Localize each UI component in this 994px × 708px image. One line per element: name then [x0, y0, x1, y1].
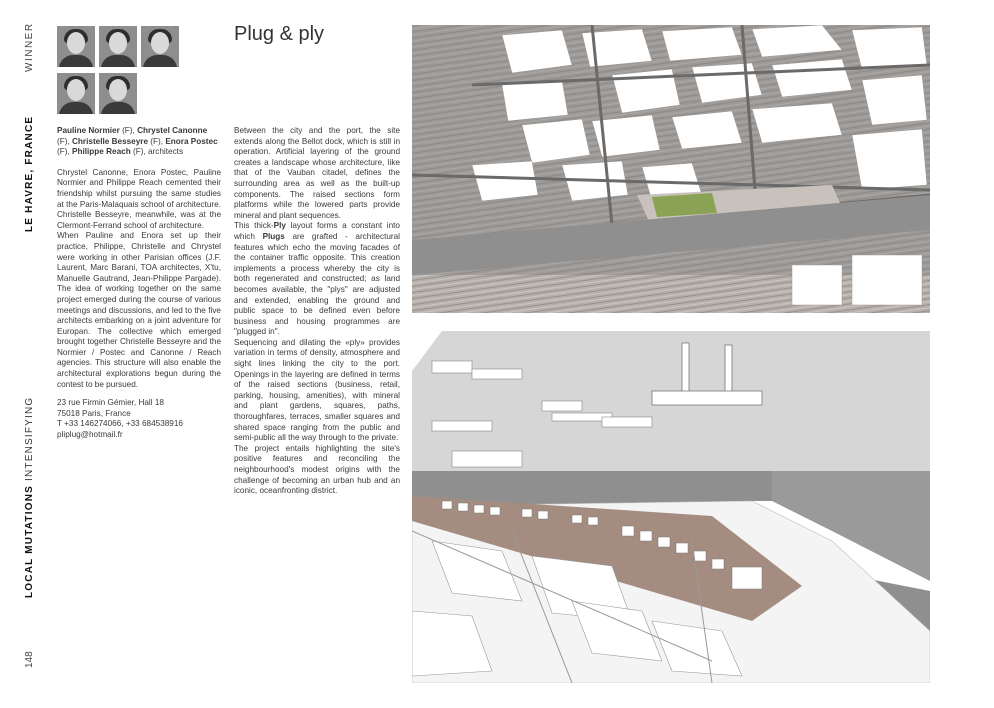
contact-address [57, 398, 221, 440]
theme-label [24, 397, 35, 598]
team-member-name: Chrystel Canonne [137, 126, 208, 135]
team-bio-paragraph: Chrystel Canonne, Enora Postec, Pauline Normier and Philippe Reach cemented their friendship whilst pursuing the same studies at the Paris-Malaquais school of architecture. Christelle Besseyre, meanwhile, was at the Clermont-Ferrand school of architecture. [57, 167, 221, 230]
site-plan-image [412, 25, 930, 313]
portrait-photo [57, 26, 95, 67]
phone-line: T +33 146274066, +33 684538916 [57, 419, 183, 429]
project-title: Plug & ply [234, 23, 325, 45]
text-run: are grafted - architectural features which echo the moving facades of the container traffic opposite. This creation implements a process whereby the city is both regenerated and constructed; as land becomes available, the "plys" are adjusted and extended, enabling the ground and public space to be defined even before business and housing programmes are "plugged in". [234, 231, 400, 337]
description-paragraph: Sequencing and dilating the «ply» provides variation in terms of density, atmosphere and sight lines linking the city to the port. Openings in the layering are defined in terms of the raised sections (business, retail, parking, housing, amenities), with mineral and plant gardens, squares, paths, thoroughfares, terraces, smaller squares and shared space ranging from the public and semi-public all the way through to the private. [234, 337, 400, 443]
portrait-photo [99, 26, 137, 67]
portrait-photo [99, 73, 137, 114]
portrait-photo [57, 73, 95, 114]
page-number: 148 [24, 651, 35, 668]
team-member-name: Christelle Besseyre [72, 136, 149, 146]
location-label: LE HAVRE, FRANCE [24, 115, 35, 232]
team-names [57, 126, 221, 158]
team-member-tag: (F), architects [130, 147, 184, 157]
award-label: WINNER [24, 22, 35, 72]
team-bio-paragraph: When Pauline and Enora set up their practice, Philippe, Christelle and Chrystel were working in other Parisian offices (J.F. Laurent, Marc Barani, TOA architectes, X'tu, Manuelle Gautrand, Jean-Philippe Pargade). The idea of working together on the same project emerged during the course of various meetings and discussions, and led to the five architects embarking on a joint adventure for Europan. The collective which emerged brought together Christelle Besseyre and the Normier / Postec and Canonne / Reach agencies. This structure will also enable the architectural explorations begun during the contest to be pursued. [57, 231, 221, 389]
aerial-view-image [412, 331, 930, 683]
address-line: 75018 Paris, France [57, 408, 131, 418]
description-column [234, 126, 400, 497]
team-member-tag: (F), [119, 126, 138, 135]
ply-keyword: Ply [273, 221, 286, 231]
plugs-keyword: Plugs [262, 231, 285, 241]
theme-bold: LOCAL MUTATIONS [24, 485, 35, 598]
team-member-name: Philippe Reach [72, 147, 131, 157]
team-member-name: Enora Postec [165, 136, 218, 146]
email-link[interactable]: pliplug@hotmail.fr [57, 430, 123, 440]
text-run: This thick- [234, 221, 274, 231]
address-line: 23 rue Firmin Gémier, Hall 18 [57, 398, 164, 408]
description-paragraph [234, 221, 400, 338]
team-member-tag: (F), [57, 136, 73, 146]
theme-light: INTENSIFYING [24, 396, 35, 482]
team-column [57, 126, 221, 441]
team-member-tag: (F), [148, 136, 166, 146]
description-paragraph: Between the city and the port, the site extends along the Bellot dock, which is still in operation. Artificial layering of the ground creates a landscape whose architecture, like that of the Vauban citadel, defines the surrounding area as well as the built-up components. The raised sections form platforms while the lowered parts provide mineral and plant sequences. [234, 126, 400, 220]
team-member-tag: (F), [57, 147, 73, 157]
portrait-photo [141, 26, 179, 67]
description-paragraph: The project entails highlighting the site's positive features and reconciling the neighbourhood's modest origins with the challenge of becoming an urban hub and an iconic, oceanfronting district. [234, 443, 400, 496]
team-member-name: Pauline Normier [57, 126, 120, 135]
text-run: layout forms a constant into which [234, 221, 400, 241]
